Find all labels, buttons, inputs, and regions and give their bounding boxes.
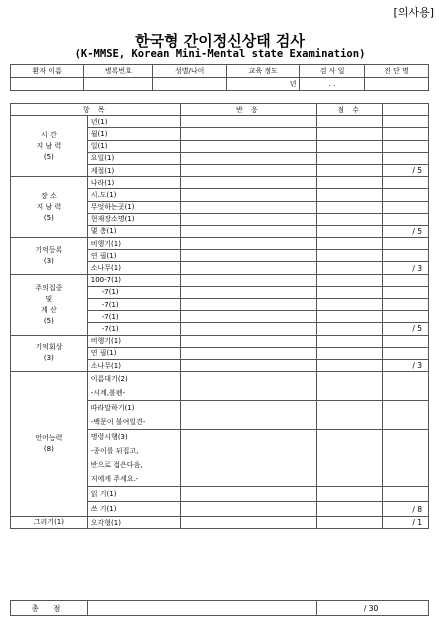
response-field[interactable] xyxy=(180,430,317,487)
score-field[interactable] xyxy=(317,286,383,298)
score-field[interactable] xyxy=(317,323,383,335)
section-max-score xyxy=(383,177,429,189)
exam-table xyxy=(10,103,429,529)
col-header-total xyxy=(383,104,429,116)
section-max-score: / 5 xyxy=(383,225,429,237)
header-education: 교육 정도 xyxy=(227,65,300,78)
item-label: 연 필(1) xyxy=(87,347,180,359)
item-label: 년(1) xyxy=(87,116,180,128)
category-label: 언어능력 (8) xyxy=(11,372,88,517)
response-field[interactable] xyxy=(180,128,317,140)
section-max-score xyxy=(383,213,429,225)
score-field[interactable] xyxy=(317,359,383,371)
item-label: 이름대기(2) -시계,볼펜- xyxy=(87,372,180,401)
response-field[interactable] xyxy=(180,359,317,371)
response-field[interactable] xyxy=(180,274,317,286)
score-field[interactable] xyxy=(317,347,383,359)
item-label: 연 필(1) xyxy=(87,250,180,262)
item-label: 비행기(1) xyxy=(87,335,180,347)
response-field[interactable] xyxy=(180,177,317,189)
score-field[interactable] xyxy=(317,250,383,262)
item-label: 일(1) xyxy=(87,140,180,152)
section-max-score xyxy=(383,286,429,298)
section-max-score xyxy=(383,152,429,164)
section-max-score xyxy=(383,116,429,128)
score-field[interactable] xyxy=(317,128,383,140)
score-field[interactable] xyxy=(317,311,383,323)
item-label: 오각형(1) xyxy=(87,517,180,529)
score-field[interactable] xyxy=(317,487,383,502)
item-label: 요일(1) xyxy=(87,152,180,164)
section-max-score: / 8 xyxy=(383,502,429,517)
header-sex-age: 성별/나이 xyxy=(153,65,227,78)
response-field[interactable] xyxy=(180,164,317,176)
chart-number-field[interactable] xyxy=(84,78,153,91)
score-field[interactable] xyxy=(317,262,383,274)
section-max-score xyxy=(383,201,429,213)
score-field[interactable] xyxy=(317,274,383,286)
response-field[interactable] xyxy=(180,335,317,347)
response-field[interactable] xyxy=(180,487,317,502)
item-label: 소나무(1) xyxy=(87,262,180,274)
item-label: 읽 기(1) xyxy=(87,487,180,502)
category-label: 장 소 지 남 력 (5) xyxy=(11,177,88,238)
score-field[interactable] xyxy=(317,189,383,201)
section-max-score xyxy=(383,311,429,323)
item-label: 현재장소명(1) xyxy=(87,213,180,225)
section-max-score xyxy=(383,430,429,487)
category-label: 주의집중 및 계 산 (5) xyxy=(11,274,88,335)
response-field[interactable] xyxy=(180,299,317,311)
total-score-max[interactable]: / 30 xyxy=(317,601,429,616)
col-header-item: 항 목 xyxy=(11,104,181,116)
item-label: 나라(1) xyxy=(87,177,180,189)
response-field[interactable] xyxy=(180,238,317,250)
category-label: 기억회상 (3) xyxy=(11,335,88,372)
score-field[interactable] xyxy=(317,164,383,176)
header-chart-number: 병록번호 xyxy=(84,65,153,78)
sex-age-field[interactable] xyxy=(153,78,227,91)
item-label: -7(1) xyxy=(87,286,180,298)
item-label: 무엇하는곳(1) xyxy=(87,201,180,213)
total-table xyxy=(10,600,429,616)
section-max-score: / 5 xyxy=(383,323,429,335)
score-field[interactable] xyxy=(317,401,383,430)
header-diagnosis: 진 단 명 xyxy=(364,65,428,78)
response-field[interactable] xyxy=(180,189,317,201)
score-field[interactable] xyxy=(317,213,383,225)
item-label: 100-7(1) xyxy=(87,274,180,286)
response-field[interactable] xyxy=(180,372,317,401)
section-max-score xyxy=(383,347,429,359)
section-max-score: / 1 xyxy=(383,517,429,529)
header-patient-name: 환자 이름 xyxy=(11,65,84,78)
patient-info-table xyxy=(10,64,429,91)
section-max-score xyxy=(383,401,429,430)
item-label: 소나무(1) xyxy=(87,359,180,371)
form-subtitle: (K-MMSE, Korean Mini-Mental state Examination) xyxy=(74,48,366,60)
item-label: -7(1) xyxy=(87,299,180,311)
response-field[interactable] xyxy=(180,262,317,274)
score-field[interactable] xyxy=(317,517,383,529)
score-field[interactable] xyxy=(317,430,383,487)
score-field[interactable] xyxy=(317,140,383,152)
section-max-score: / 5 xyxy=(383,164,429,176)
response-field[interactable] xyxy=(180,401,317,430)
response-field[interactable] xyxy=(180,152,317,164)
section-max-score xyxy=(383,274,429,286)
col-header-response: 반 응 xyxy=(180,104,317,116)
response-field[interactable] xyxy=(180,323,317,335)
score-field[interactable] xyxy=(317,116,383,128)
item-label: -7(1) xyxy=(87,311,180,323)
item-label: -7(1) xyxy=(87,323,180,335)
section-max-score xyxy=(383,487,429,502)
response-field[interactable] xyxy=(180,250,317,262)
score-field[interactable] xyxy=(317,299,383,311)
education-field[interactable]: 년 xyxy=(227,78,300,91)
score-field[interactable] xyxy=(317,177,383,189)
score-field[interactable] xyxy=(317,238,383,250)
header-exam-date: 검 사 일 xyxy=(300,65,364,78)
score-field[interactable] xyxy=(317,335,383,347)
category-label: 시 간 지 남 력 (5) xyxy=(11,116,88,177)
section-max-score xyxy=(383,140,429,152)
response-field[interactable] xyxy=(180,311,317,323)
item-label: 명령시행(3) -종이를 뒤집고, 반으로 접은다음, 저에게 주세요.- xyxy=(87,430,180,487)
response-field[interactable] xyxy=(180,213,317,225)
response-field[interactable] xyxy=(180,201,317,213)
item-label: 시.도(1) xyxy=(87,189,180,201)
score-field[interactable] xyxy=(317,152,383,164)
response-field[interactable] xyxy=(180,286,317,298)
score-field[interactable] xyxy=(317,502,383,517)
category-label: 기억등록 (3) xyxy=(11,238,88,275)
response-field[interactable] xyxy=(180,347,317,359)
form-title: 한국형 간이정신상태 검사 xyxy=(135,32,305,50)
section-max-score xyxy=(383,372,429,401)
section-max-score xyxy=(383,128,429,140)
diagnosis-field[interactable] xyxy=(364,78,428,91)
response-field[interactable] xyxy=(180,116,317,128)
score-field[interactable] xyxy=(317,372,383,401)
item-label: 비행기(1) xyxy=(87,238,180,250)
patient-name-field[interactable] xyxy=(11,78,84,91)
category-label: 그리기(1) xyxy=(11,517,88,529)
exam-date-field[interactable]: . . xyxy=(300,78,364,91)
item-label: 몇 층(1) xyxy=(87,225,180,237)
total-label: 총 점 xyxy=(11,601,88,616)
response-field[interactable] xyxy=(180,140,317,152)
item-label: 쓰 기(1) xyxy=(87,502,180,517)
section-max-score xyxy=(383,250,429,262)
form-usage-tag: [의사용] xyxy=(393,6,434,19)
item-label: 따라말하기(1) -백문이 불여일견- xyxy=(87,401,180,430)
section-max-score xyxy=(383,189,429,201)
score-field[interactable] xyxy=(317,225,383,237)
item-label: 월(1) xyxy=(87,128,180,140)
section-max-score xyxy=(383,335,429,347)
section-max-score xyxy=(383,238,429,250)
section-max-score xyxy=(383,299,429,311)
response-field[interactable] xyxy=(180,517,317,529)
section-max-score: / 3 xyxy=(383,262,429,274)
response-field[interactable] xyxy=(180,225,317,237)
response-field[interactable] xyxy=(180,502,317,517)
col-header-score: 점 수 xyxy=(317,104,383,116)
item-label: 계절(1) xyxy=(87,164,180,176)
section-max-score: / 3 xyxy=(383,359,429,371)
total-response-cell xyxy=(87,601,316,616)
score-field[interactable] xyxy=(317,201,383,213)
